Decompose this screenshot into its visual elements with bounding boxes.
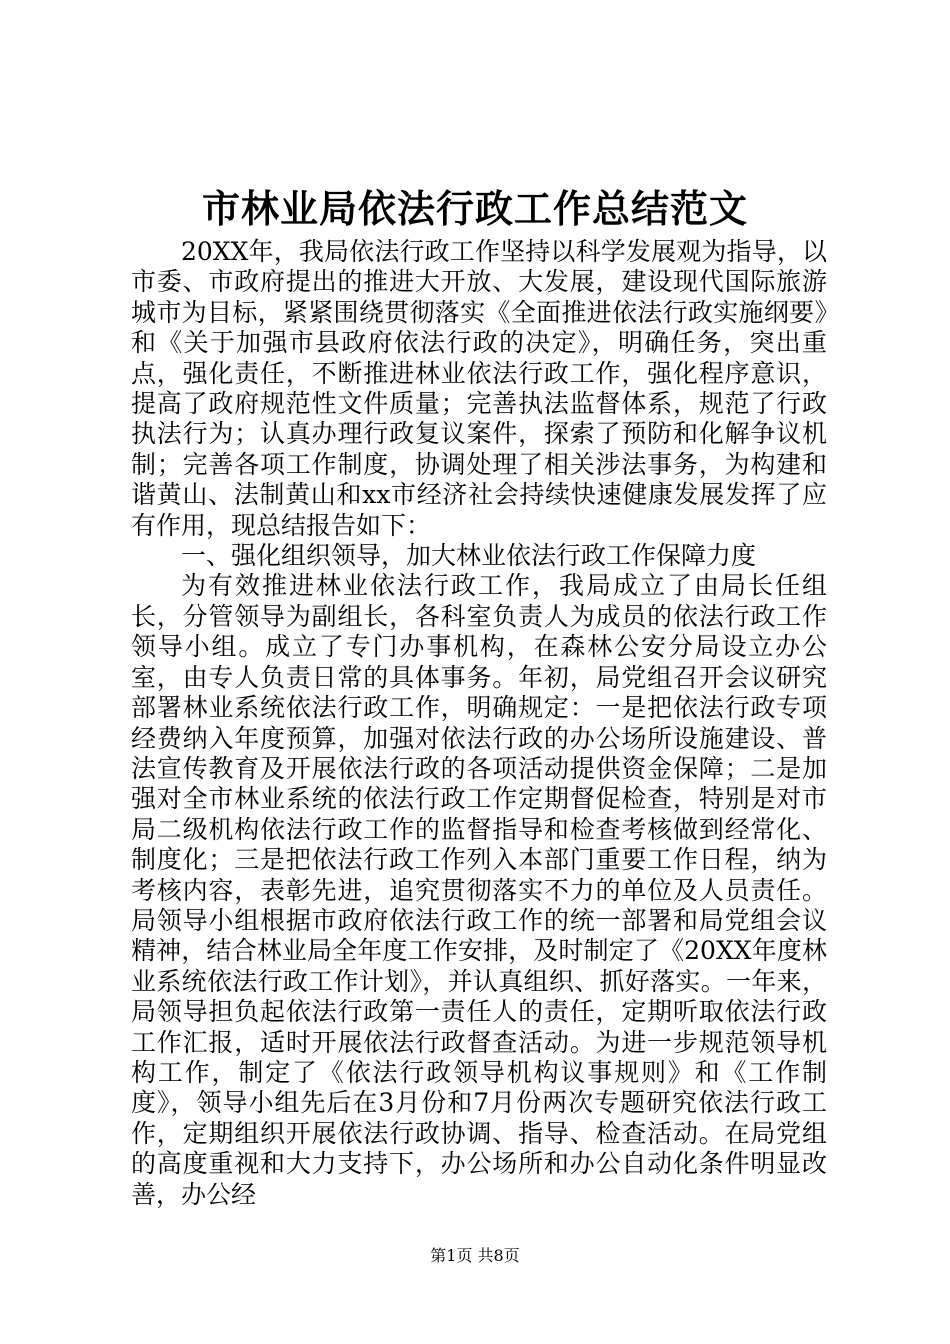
section-heading: 一、强化组织领导，加大林业依法行政工作保障力度 <box>181 541 757 571</box>
document-body <box>131 237 827 1210</box>
intro-paragraph: 20XX年，我局依法行政工作坚持以科学发展观为指导，以市委、市政府提出的推进大开放、大发展，建设现代国际旅游城市为目标，紧紧围绕贯彻落实《全面推进依法行政实施纲要》和《关于加强市县政府依法行政的决定》，明确任务，突出重点，强化责任，不断推进林业依法行政工作，强化程序意识，提高了政府规范性文件质量；完善执法监督体系，规范了行政执法行为；认真办理行政复议案件，探索了预防和化解争议机制；完善各项工作制度，协调处理了相关涉法事务，为构建和谐黄山、法制黄山和xx市经济社会持续快速健康发展发挥了应有作用，现总结报告如下： <box>131 237 827 540</box>
page-footer: 第1页 共8页 <box>430 1246 520 1265</box>
document-title: 市林业局依法行政工作总结范文 <box>201 186 748 231</box>
section-paragraph: 为有效推进林业依法行政工作，我局成立了由局长任组长，分管领导为副组长，各科室负责人为成员的依法行政工作领导小组。成立了专门办事机构，在森林公安分局设立办公室，由专人负责日常的具体事务。年初，局党组召开会议研究部署林业系统依法行政工作，明确规定：一是把依法行政专项经费纳入年度预算，加强对依法行政的办公场所设施建设、普法宣传教育及开展依法行政的各项活动提供资金保障；二是加强对全市林业系统的依法行政工作定期督促检查，特别是对市局二级机构依法行政工作的监督指导和检查考核做到经常化、制度化；三是把依法行政工作列入本部门重要工作日程，纳为考核内容，表彰先进，追究贯彻落实不力的单位及人员责任。局领导小组根据市政府依法行政工作的统一部署和局党组会议精神，结合林业局全年度工作安排，及时制定了《20XX年度林业系统依法行政工作计划》，并认真组织、抓好落实。一年来，局领导担负起依法行政第一责任人的责任，定期听取依法行政工作汇报，适时开展依法行政督查活动。为进一步规范领导机构工作，制定了《依法行政领导机构议事规则》和《工作制度》，领导小组先后在3月份和7月份两次专题研究依法行政工作，定期组织开展依法行政协调、指导、检查活动。在局党组的高度重视和大力支持下，办公场所和办公自动化条件明显改善，办公经 <box>131 571 827 1209</box>
